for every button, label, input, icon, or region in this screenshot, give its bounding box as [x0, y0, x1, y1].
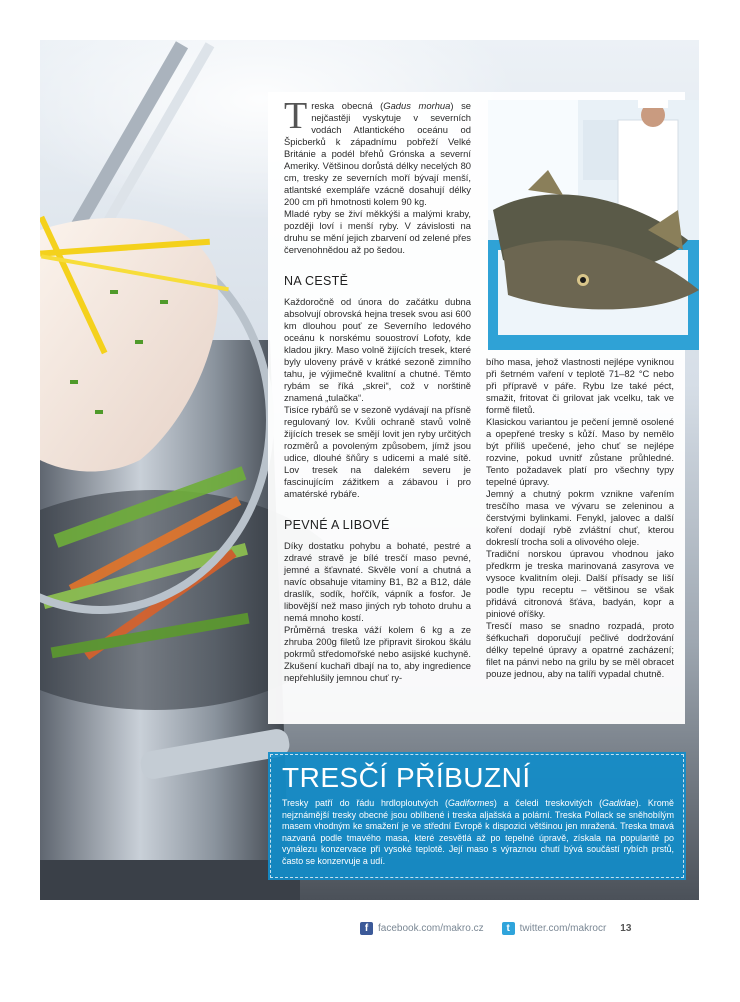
latin-name-gadidae: Gadidae — [602, 798, 636, 808]
sidebar-box — [268, 752, 686, 880]
right-paragraph-2: Klasickou variantou je pečení jemně osolené a opepřené tresky s kůží. Maso by nemělo být příliš upečené, jeho chuť se nejlépe rozvine, pokud uvnitř zůstane průhledné. Tento požadavek platí pro všechny typy tepelné úpravy. — [486, 416, 674, 487]
intro-paragraph-2: Mladé ryby se živí měkkýši a malými kraby, později loví i menší ryby. V závislosti na druhu se mění jejich zbarvení od zelené přes červenohnědou až po šedou. — [284, 208, 471, 255]
section-2-paragraph-1: Díky dostatku pohybu a bohaté, pestré a zdravé stravě je bílé tresčí maso pevné, jemné a šťavnaté. Skvěle voní a chutná a navíc obsahuje vitaminy B1, B2 a B12, dále draslík, sodík, hořčík, vápník a fosfor. Je libovější než maso jiných ryb tohoto druhu a nemá mnoho kostí. — [284, 540, 471, 623]
section-1-paragraph-1: Každoročně od února do začátku dubna absolvují obrovská hejna tresek svou asi 600 km dlouhou pouť ze Severního ledového oceánu k norskému souostroví Lofoty, kde kladou jikry. Maso volně žijících tresek, které byly uloveny právě v krátké sezoně zimního tahu, je výjimečně kvalitní a chutné. Těmto rybám se říká „skrei“, což v norštině znamená „tulačka“. — [284, 296, 471, 403]
article-column-left — [284, 95, 471, 684]
article-column-right — [486, 356, 674, 680]
sidebar-title: TRESČÍ PŘÍBUZNÍ — [282, 762, 531, 793]
chef-cod-illustration — [488, 100, 699, 350]
dropcap: T — [284, 95, 308, 137]
intro-text-2: ) se nejčastěji vyskytuje v severních vodách Atlantického oceánu od Špicberků k západnímu pobřeží Velké Británie a podél břehů Grónska a severní Ameriky. Většinou dorůstá délky necelých 80 cm, tresky ze severních moří bývají menší, atlantské exempláře vzácně dosahují délky 200 cm při hmotnosti kolem 90 kg. — [284, 100, 471, 207]
intro-paragraph — [284, 95, 471, 208]
facebook-link[interactable]: facebook.com/makro.cz — [378, 922, 484, 934]
right-paragraph-5: Tresčí maso se snadno rozpadá, proto šéfkuchaři doporučují pečlivé dodržování délky tepelné úpravy a opatrné zacházení; filet na pánvi nebo na grilu by se měl obracet pouze jednou, aby na talíři vypadal chutně. — [486, 620, 674, 679]
section-heading-na-ceste: NA CESTĚ — [284, 274, 349, 288]
inset-photo-chef-cod — [488, 100, 699, 350]
latin-name-gadus-morhua: Gadus morhua — [383, 100, 451, 111]
section-heading-pevne-a-libove: PEVNÉ A LIBOVÉ — [284, 518, 390, 532]
twitter-link[interactable]: twitter.com/makrocr — [519, 922, 607, 934]
right-paragraph-1: bího masa, jehož vlastnosti nejlépe vyniknou při šetrném vaření v teplotě 71–82 °C nebo při přípravě v páře. Rybu lze také péct, smažit, fritovat či grilovat jak vcelku, tak ve formě filetů. — [486, 356, 674, 415]
sidebar-text-3: ). Kromě nejznámější tresky obecné jsou oblíbené i treska aljašská a polární. Treska Pollack se sněhobílým masem vhodným ke smažení je ve střední Evropě k dispozici většinou jen mražená. Treska tmavá nazvaná podle tmavého masa, které zesvětlá až po tepelné úpravě, získala na popularitě po vynálezu konzervace při vysoké teplotě. Její maso s výraznou chutí bývá součástí rybích prstů, často se konzervuje a udí. — [282, 798, 674, 866]
section-1-paragraph-2: Tisíce rybářů se v sezoně vydávají na přísně regulovaný lov. Kvůli ochraně stavů volně žijících tresek se smějí lovit jen ryby určitých rozměrů a povoleným způsobem, jímž jsou udice, dlouhé šňůry s udicemi a malé sítě. Lov tresek na dalekém severu je fascinujícím zážitkem a zábavou i pro amatérské rybáře. — [284, 404, 471, 499]
section-2-paragraph-2: Průměrná treska váží kolem 6 kg a ze zhruba 200g filetů lze připravit širokou škálu pokrmů středomořské nebo asijské kuchyně. Zkušení kuchaři dbají na to, aby ingredience nepřehlušily jemnou chuť ry- — [284, 624, 471, 683]
latin-name-gadiformes: Gadiformes — [447, 798, 494, 808]
sidebar-text-2: ) a čeledi treskovitých ( — [493, 798, 603, 808]
twitter-icon: t — [502, 922, 515, 935]
page-number: 13 — [620, 922, 632, 934]
sidebar-text — [282, 798, 674, 868]
sidebar-text-1: Tresky patří do řádu hrdloploutvých ( — [282, 798, 448, 808]
intro-text-1: reska obecná ( — [311, 100, 384, 111]
right-paragraph-3: Jemný a chutný pokrm vznikne vařením tresčího masa ve vývaru se zeleninou a čerstvými bylinkami. Fenykl, jalovec a další koření dodají rybě zvláštní chuť, kterou dokreslí trocha soli a olivového oleje. — [486, 488, 674, 547]
facebook-icon: f — [360, 922, 373, 935]
page-footer — [360, 920, 631, 936]
right-paragraph-4: Tradiční norskou úpravou vhodnou jako předkrm je treska marinovaná zasyrova ve vysoce kvalitním oleji. Další přísady se liší podle typu receptu – většinou se však přidává citronová šťáva, badyán, kopr a piniové oříšky. — [486, 548, 674, 619]
